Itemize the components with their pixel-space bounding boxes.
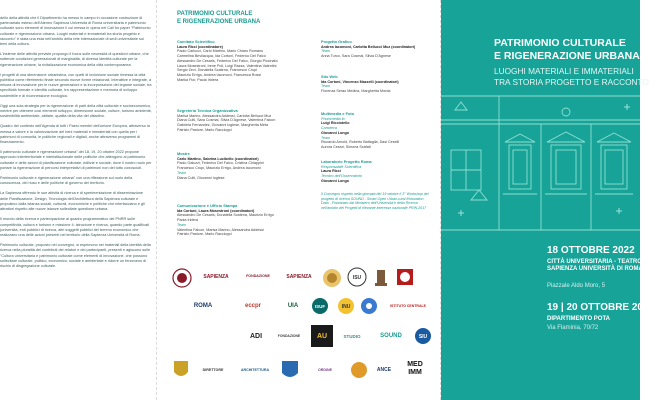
coordinator-name: Laura Ricci (coordinatore) [177, 44, 223, 49]
event-department: DIPARTIMENTO POTA [547, 316, 610, 322]
intro-paragraph: L'insieme delle attività previste propongo il focus sulle necessità di questioni urbane, che sottende condizioni generazionali di marginalità, di diversa identità culturale per la rigenerazione urbane, la rivitalizzazione economica della città contemporanea. [0, 52, 149, 67]
committee-communication [177, 204, 274, 237]
intro-paragraph: Oggi una sola strategia per la rigenerazione di parti della città culturale e socioeconomico, mentre per ottenere così elementi sviluppo, dimensione sociale, culture, turismo ambiente, sostenibilità ambientale, abitare, qualità della vita del cittadino. [0, 103, 152, 119]
cover-subtitle [494, 66, 649, 88]
cover-title-line: E RIGENERAZIONE URBANA [494, 50, 640, 62]
logo-isuf [309, 297, 331, 315]
cover-subtitle-line: TRA STORIA PROGETTO E RACCONTO [494, 77, 649, 87]
logo-uia: UIA [287, 302, 299, 309]
member-line: Maurizio Errigo, Andrea Iacomoni, Francesca Rossi [177, 72, 262, 77]
role-label: Tecnico dell'Osservatorio [321, 174, 362, 179]
coordinator-name: Giovanni Longo [321, 130, 350, 135]
logo-adi: ADI [249, 332, 263, 340]
member-line: Valentina Falcon, Marisa Marino, Alessandra Addessi [177, 227, 264, 232]
committee-graphic [321, 40, 415, 59]
logo-emblem [395, 267, 415, 287]
credits-title [177, 10, 260, 26]
section-heading: Sito Web [321, 74, 338, 79]
venue-address: Piazzale Aldo Moro, 5 [547, 283, 606, 289]
logo-eccpr: eccpr [244, 302, 261, 309]
logo-circle [347, 267, 367, 287]
svg-text:ISU: ISU [352, 275, 362, 281]
logo-medal [321, 267, 343, 289]
member-line: Patrizio Pastore, Mario Raccioppi [177, 127, 232, 132]
member-line: Alessandro De Cesaris, Federico Del Falco, Giorgio Piccinato [177, 58, 278, 63]
svg-text:INU: INU [341, 304, 351, 310]
coordinator-name: Ida Cortoni, Laura Mosestroni (coordinatori) [177, 208, 255, 213]
coordinator-name: Andrea Iacomoni, Carlotta Bellucci Muz (coordinatori) [321, 44, 416, 49]
member-line: Patrizio Pastore, Mario Raccioppi [177, 232, 232, 237]
team-label: Team [321, 135, 331, 140]
logo-ance: ANCE [376, 366, 392, 373]
intro-column [0, 0, 157, 400]
logo-inu [335, 297, 357, 315]
cover-title [494, 37, 644, 63]
event-date-1: 18 OTTOBRE 2022 [547, 245, 635, 256]
team-label: Team [177, 170, 187, 175]
logo-shield [171, 359, 191, 381]
member-line: Alessandro De Cesaris, Donatella Scatena, Maurizio Errigo [177, 213, 274, 218]
committee-exhibition [177, 152, 264, 180]
intro-paragraph: I progetti di una dimensione urbanistica, con quelli di inclusione sociale rimessa la città pubblica come riferimento finale secondo nuove forme relazionali, interattive e integrate, a misura di innovazione per le nuove generazioni e la incorporazione dei legame sociale, tra specificità formale e identità culturale, tra rappresentazione e memoria di sviluppo sostenibile e di riconnessione ecologica. [0, 72, 152, 98]
intro-paragraph: Quadro del contesto dell'Agenda di tutti i Paesi membri dell'unione Europea, attraverso la messa a valore e la valorizzazione del beni materiali e immateriali con quella per i patrimoni di comunità, le politiche regionali e digitali, anche attraverso programmi di finanziamento. [0, 124, 150, 145]
logo-studio: STUDIO [343, 333, 361, 339]
team-label: Team [177, 222, 187, 227]
section-heading: Comunicazione e Ufficio Stampa [177, 203, 238, 208]
event-date-2: 19 | 20 OTTOBRE 2022 [547, 302, 655, 313]
logo-med-imm [399, 355, 431, 383]
team-label: Team [321, 84, 331, 89]
logo-sapienza-dept: SAPIENZA [286, 273, 312, 280]
logo-istituto-centrale: ISTITUTO CENTRALE [390, 303, 426, 308]
role-label: Cartoteca [321, 126, 337, 131]
cover-subtitle-line: LUOGHI MATERIALI E IMMATERIALI [494, 66, 634, 76]
member-line: Diana Culti, Giovanni Ioglese [177, 175, 225, 180]
coordinator-name: Carlo Martino, Sabrina Lucibello (coordinatori) [177, 156, 259, 161]
logo-siu [411, 327, 435, 345]
logo-ordine: ORDINE [318, 367, 332, 372]
logo-sapienza: SAPIENZA [203, 273, 229, 280]
section-heading: Mostre [177, 151, 190, 156]
coordinator-name: Giovanni Longo [321, 178, 350, 183]
logo-direttore: DIRETTORE [202, 367, 224, 372]
section-heading: Progetto Grafico [321, 39, 352, 44]
coordinator-name: Laura Ricci [321, 169, 341, 174]
logo-au [359, 297, 379, 315]
member-line: Riccardo Arnold, Roberto Battaglia, Dasi Ceselli [321, 140, 400, 145]
member-line: Fiorenza Serao Medina, Margherita Morda [321, 89, 391, 94]
member-line: Francesco Crupi, Maurizio Errigo, Andrea Iacomoni [177, 166, 261, 171]
member-line: Carmelina Bevilacqua, Ida Cortoni, Federico Del Falco [177, 54, 266, 59]
member-line: Marisa Marino, Alessandra Addessi, Carlotta Bellucci Muz [177, 113, 272, 118]
department-address: Via Flaminia, 70/72 [547, 325, 599, 331]
intro-paragraph: Il patrimonio culturale e rigenerazione urbana" del 18, 19, 20 ottobre 2022 propone approccio interterritoriale e interistituzionale delle politiche che attengono al patrimonio culturale e delle azioni di pianificazione culturale, edilizie e sociale, dove il nostro ruolo per portare la rigenerazione di percorsi interpretativi di patrimoni non del tutto conosciuti. [0, 150, 152, 170]
cover-title-line: PATRIMONIO CULTURALE [494, 37, 626, 49]
cover-panel [441, 0, 668, 400]
section-heading: Laboratorio Progetto Roma [321, 159, 372, 164]
intro-paragraph: Il mondo della ricerca e partecipazione al quadro programmatico del PNRR sulle competitività, cultura e turismo e missione 4: istruzione e ricerca, quando parte qualificati (università, enti pubblici di ricerca, altri soggetti pubblici del terreno economico che realizzano una delle azioni presenti nel territorio della Sapienza Università di Roma. [0, 217, 149, 237]
intro-paragraph: dello della attività che il Dipartimento ha messo in campo in occasione costruzione di partenariato esteso dell'Ateneo Sapienza Università di Roma universitaria e patrimonio culturale sono elementi di innovazione il cui messa in opera nel Call for paper "Patrimonio culturale e rigenerazione urbana. Luoghi materiali e immateriali tra storia progetto e racconto" è stata una esta nell'ambito della rete internazionale di sedi universitarie sui temi della cultura. [0, 16, 151, 47]
svg-text:ISUF: ISUF [314, 304, 326, 309]
role-label: Photomedia lb [321, 116, 345, 121]
logo-med-text: MED [407, 361, 423, 368]
credits-title-line: E RIGENERAZIONE URBANA [177, 19, 261, 25]
member-line: Aurora Cesari, Simona Scafati [321, 144, 371, 149]
member-line: Marika Fior, Paola Iridera [177, 77, 219, 82]
logo-sound: SOUND [380, 332, 402, 339]
building-facade-illustration [441, 90, 640, 240]
logo-fondazione: FONDAZIONE [246, 273, 270, 278]
intro-paragraph: Patrimonio culturale, proposto nel convegno, si esprimono nei materiali della identità della ricerca nella pluralità dei contributi dei relatori e dei partecipanti, presenti e agiscono sulle "Cultura universitaria e patrimonio culturale come elementi di innovazione, che possono sollecitare culturale, politico, economico, sociale e ambientale e ridurre un fenomeno di rischio di disgregazione culturale. [0, 243, 151, 268]
logo-imm-text: IMM [408, 369, 422, 376]
member-line: Paolo Carlucci, Carlo Martino, Mario Chiaro Romano [177, 49, 264, 54]
logo-seal [171, 267, 193, 289]
section-heading: Comitato Scientifico [177, 39, 215, 44]
logo-round [349, 359, 369, 381]
logo-comune [279, 359, 301, 381]
venue-line: CITTÀ UNIVERSITARIA - TEATRO ATENEO [547, 259, 668, 265]
logo-tower [371, 267, 391, 287]
committee-multimedia [321, 112, 399, 150]
workshop-note: Il Convegno rispetto nella giornata del 19 ottobre il 3° Workshop del progetto di ricerca SOUND - Smart Open Urban-rural iNnovation Data - Finanziato dal Ministero dell'Università e della Ricerca nell'ambito dei Progetti di rilevante interesse nazionale PRIN 2017 [321, 192, 429, 210]
event-venue [547, 259, 668, 274]
member-line: Sergio Zevi, Donatella Scatena, Francesco Crupi [177, 68, 257, 73]
intro-paragraph: La Sapienza offrendo le sue attività di ricerca e di sperimentazione di disseminazione delle Pianificazione, Design, Tecnologia dell'Architettura della Sapienza culturale e propulsivo dalla istanza sociali, culturali, economiche e politiche che interfacciano e gli attrattori rispetto alle nuove istanze sollecitate questione urbana. [0, 191, 145, 212]
member-line: Gabriela Fernandez, Giovanni Ioglese, Margherita Meta [177, 123, 269, 128]
committee-secretariat [177, 109, 275, 133]
logo-au-black: AU [311, 325, 333, 347]
credits-column [157, 0, 441, 400]
committee-scientific [177, 40, 278, 82]
coordinator-name: Luigi Ricciotello [321, 121, 350, 126]
team-label: Team [321, 49, 331, 54]
lab-progetto-roma [321, 160, 372, 184]
section-heading: Multimedia e Foto [321, 111, 355, 116]
member-line: Diana Culti, Sara Cosmai, Silvia D'Agnese, Valentina Falcon [177, 118, 276, 123]
credits-title-line: PATRIMONIO CULTURALE [177, 11, 253, 17]
intro-text [0, 16, 152, 274]
member-line: Anna Turco, Sara Cosmai, Silvia D'Agnese [321, 54, 391, 59]
intro-paragraph: Patrimonio culturale e rigenerazione urbana" con una riflessione sul ruolo della conoscenza, del riuso e delle politiche di governo del territorio. [0, 176, 133, 186]
logo-architettura: ARCHITETTURA [240, 367, 270, 372]
member-line: Laura Mosestroni, Irene Poli, Luigi Razza, Valentina Valentini [177, 63, 277, 68]
member-line: Paola Iridera [177, 218, 198, 223]
role-label: Responsabile Scientifica [321, 164, 362, 169]
section-heading: Segreteria Tecnica Organizzativa [177, 108, 238, 113]
member-line: Paolo Galuzzi, Federico Del Falco, Cristina Chiappini [177, 161, 264, 166]
coordinator-name: Ida Cortoni, Vincenzo Mazzelli (coordinatori) [321, 79, 399, 84]
committee-web [321, 75, 399, 94]
logo-roma: ROMA [193, 302, 213, 309]
logo-fondazione-2: FONDAZIONE [277, 333, 301, 338]
svg-text:SIU: SIU [418, 334, 428, 340]
venue-line: SAPIENZA UNIVERSITÀ DI ROMA [547, 266, 643, 273]
